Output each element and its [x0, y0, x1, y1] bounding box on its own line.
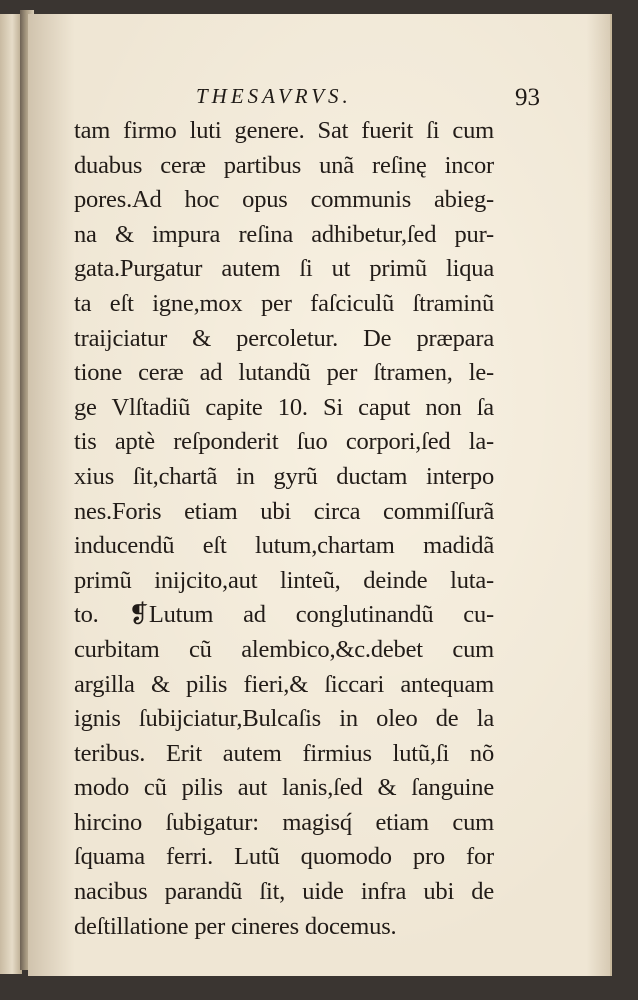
text-line: argilla & pilis fieri,& ſiccari antequam: [74, 670, 494, 698]
text-line: curbitam cũ alembico,&c.debet cum: [74, 635, 494, 663]
text-line: duabus ceræ partibus unã reſinę incor: [74, 151, 494, 179]
text-line: na & impura reſina adhibetur,ſed pur-: [74, 220, 494, 248]
text-line: ignis ſubijciatur,Bulcaſis in oleo de la: [74, 705, 494, 733]
text-line: modo cũ pilis aut lanis,ſed & ſanguine: [74, 774, 494, 802]
text-line: to. ❡Lutum ad conglutinandũ cu-: [74, 601, 494, 629]
page-number: 93: [515, 84, 540, 111]
text-line: nacibus parandũ ſit, uide infra ubi de: [74, 878, 494, 906]
body-text: [74, 114, 494, 944]
text-line: pores.Ad hoc opus communis abieg-: [74, 186, 494, 214]
text-line: hircino ſubigatur: magisq́ etiam cum: [74, 808, 494, 836]
text-line: tis aptè reſponderit ſuo corpori,ſed la-: [74, 428, 494, 456]
text-line: tione ceræ ad lutandũ per ſtramen, le-: [74, 359, 494, 387]
running-title: THESAVRVS.: [196, 84, 352, 108]
text-line: primũ inijcito,aut linteũ, deinde luta-: [74, 566, 494, 594]
text-line: inducendũ eſt lutum,chartam madidã: [74, 532, 494, 560]
running-head: [160, 80, 540, 116]
text-line: xius ſit,chartã in gyrũ ductam interpo: [74, 462, 494, 490]
text-line: traijciatur & percoletur. De præpara: [74, 324, 494, 352]
text-line: teribus. Erit autem firmius lutũ,ſi nõ: [74, 739, 494, 767]
text-line: deſtillatione per cineres docemus.: [74, 912, 397, 940]
text-line: ge Vlſtadiũ capite 10. Si caput non ſa: [74, 393, 494, 421]
previous-page-edge: [0, 14, 22, 974]
text-line: ta eſt igne,mox per faſciculũ ſtraminũ: [74, 289, 494, 317]
text-line: nes.Foris etiam ubi circa commiſſurã: [74, 497, 494, 525]
text-line: gata.Purgatur autem ſi ut primũ liqua: [74, 255, 494, 283]
text-line: tam firmo luti genere. Sat fuerit ſi cum: [74, 117, 494, 144]
text-line: ſquama ferri. Lutũ quomodo pro for: [74, 843, 494, 871]
book-page: [28, 14, 610, 976]
